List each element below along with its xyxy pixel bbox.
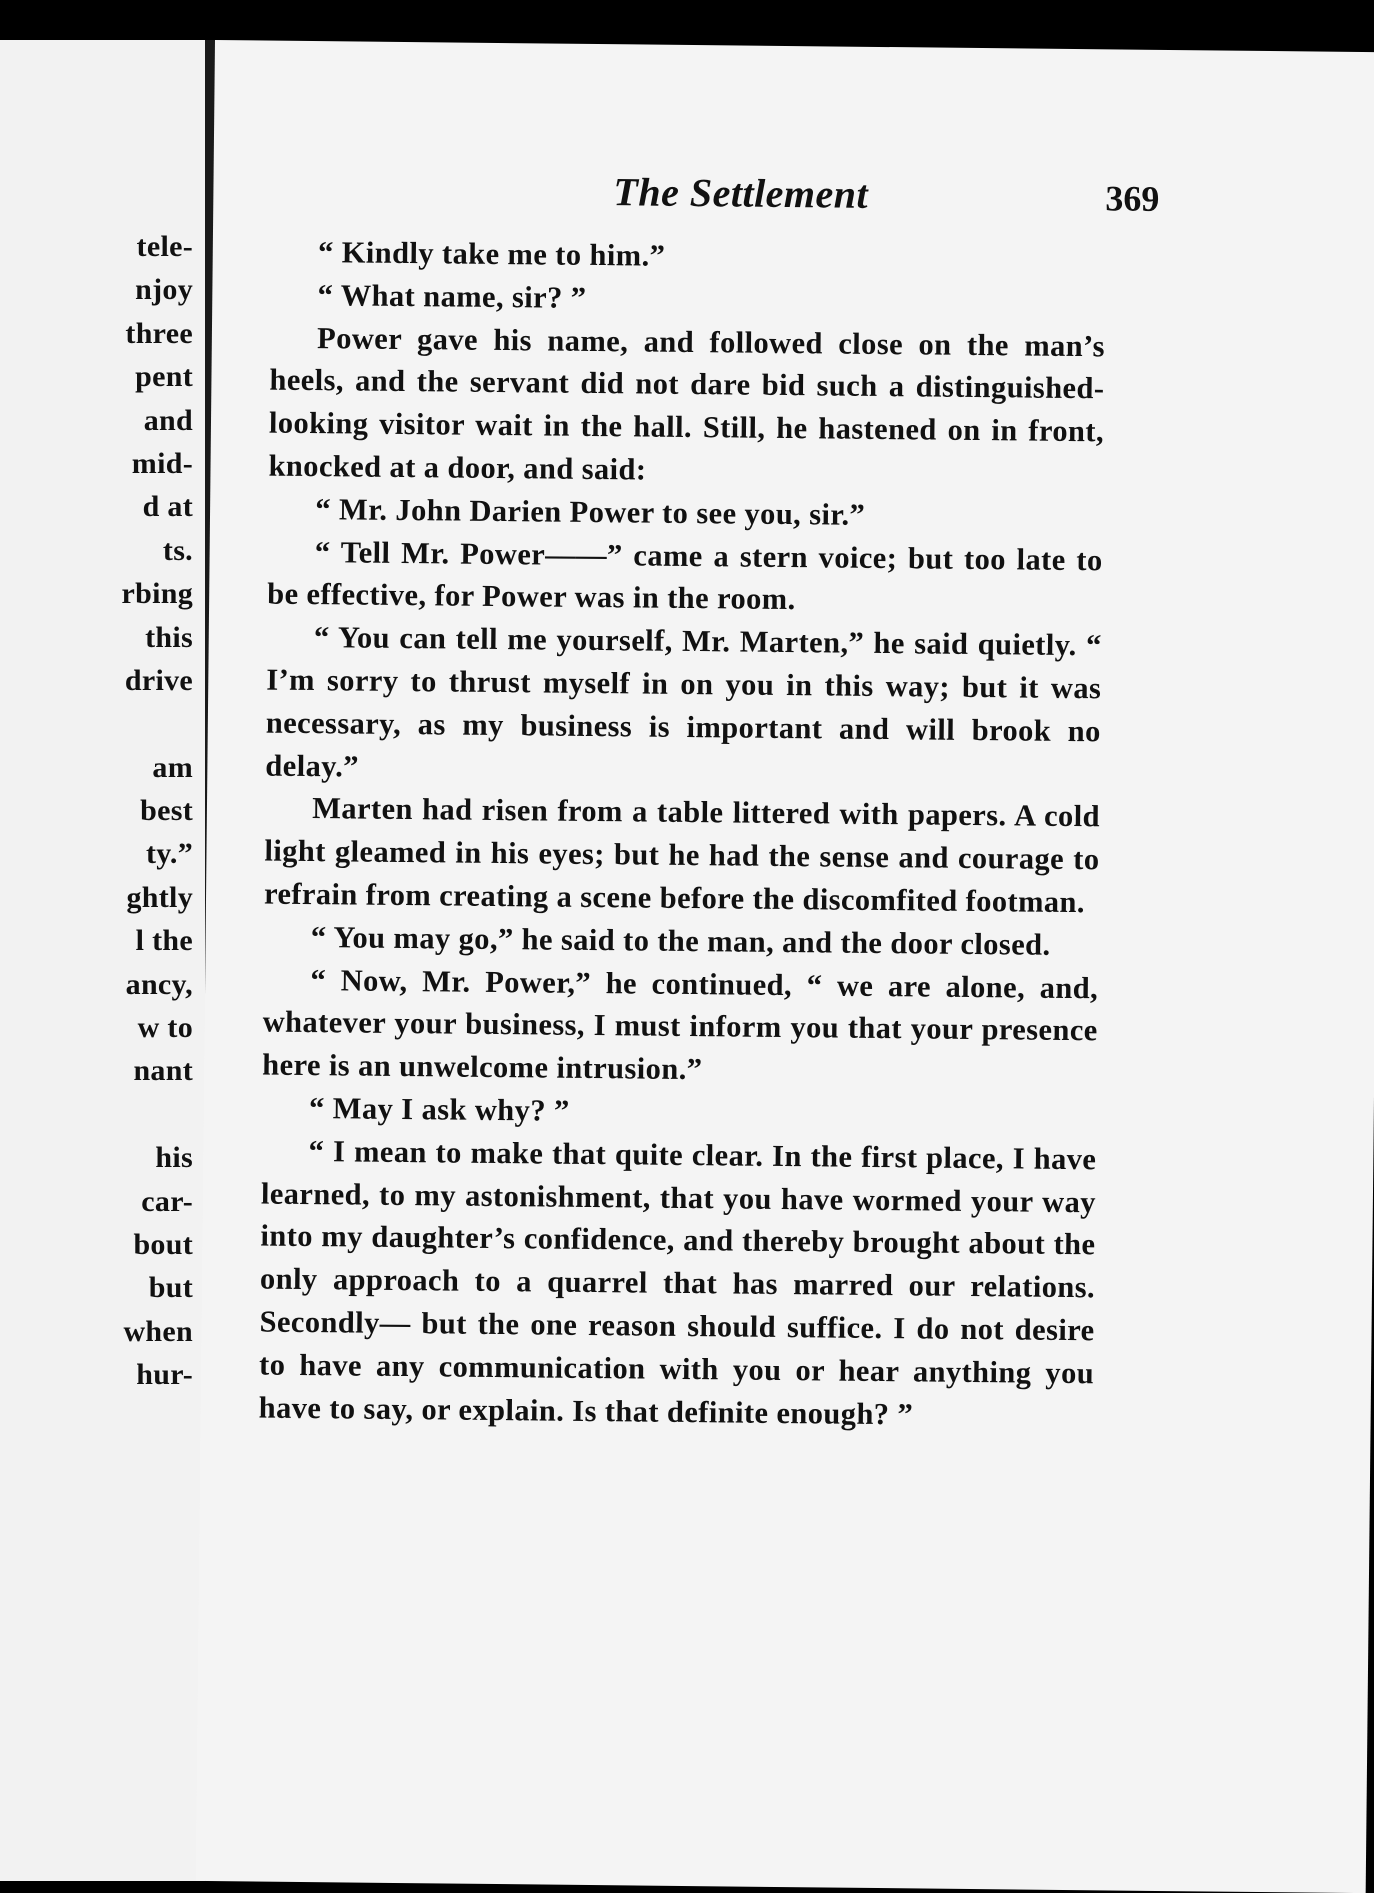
paragraph: “ Tell Mr. Power——” came a stern voice; but too late to be effective, for Power was in the room. (267, 534, 1103, 617)
left-line-fragment: drive (124, 663, 193, 697)
left-page-text-fragments (0, 225, 193, 1397)
left-line-fragment: hur- (136, 1358, 193, 1392)
left-line-fragment: ghtly (126, 880, 193, 914)
left-line-fragment: but (148, 1271, 193, 1305)
left-line-fragment: when (123, 1314, 193, 1348)
paragraph: “ Mr. John Darien Power to see you, sir.” (315, 491, 866, 532)
body-text (258, 231, 1106, 1438)
left-line-fragment: am (152, 750, 193, 784)
left-line-fragment: w to (137, 1011, 193, 1045)
left-line-fragment: car- (141, 1184, 193, 1218)
paragraph: “ You may go,” he said to the man, and the door closed. (310, 919, 1051, 962)
left-line-fragment: l the (135, 924, 193, 958)
paragraph: “ I mean to make that quite clear. In the first place, I have learned, to my astonishment, that you have wormed your way into my daughter’s confidence, and thereby brought about the only approach to a quarrel that has marred our relations. Secondly— but the one reason should suffice. I do not desire to have any communication with you or hear anything you have to say, or explain. Is that definite enough? ” (258, 1133, 1097, 1431)
left-line-fragment (0, 1093, 193, 1136)
left-line-fragment: njoy (135, 273, 193, 307)
left-line-fragment: ancy, (125, 967, 193, 1001)
left-line-fragment: rbing (121, 577, 193, 611)
paragraph: “ You can tell me yourself, Mr. Marten,” he said quietly. “ I’m sorry to thrust myself in on you in this way; but it was necessary, as my business is important and will brook no delay.” (265, 620, 1102, 784)
paragraph: Marten had risen from a table littered with papers. A cold light gleamed in his eyes; but he had the sense and courage to refrain from creating a scene before the discomfited footman. (263, 791, 1101, 920)
running-head (213, 152, 1194, 222)
left-line-fragment: this (145, 620, 193, 654)
left-line-fragment: ty.” (145, 837, 193, 871)
left-line-fragment (0, 702, 193, 745)
paragraph: “ Kindly take me to him.” (317, 235, 666, 273)
left-line-fragment: nant (133, 1054, 193, 1088)
page-title: The Settlement (613, 169, 869, 217)
left-line-fragment: three (125, 316, 193, 350)
page-number: 369 (1105, 178, 1160, 219)
left-page (0, 40, 208, 1881)
left-line-fragment: ts. (162, 533, 193, 567)
paragraph: Power gave his name, and followed close on the man’s heels, and the servant did not dare bid such a distinguished-looking visitor wait in the hall. Still, he hastened on in front, knocked at a door, and said: (268, 320, 1106, 487)
right-page (196, 40, 1374, 1893)
left-line-fragment: and (143, 403, 193, 437)
left-line-fragment: tele- (136, 230, 193, 263)
left-line-fragment: d at (142, 490, 193, 524)
left-line-fragment: mid- (131, 446, 193, 480)
paragraph: “ What name, sir? ” (317, 277, 587, 315)
left-line-fragment: pent (135, 360, 193, 394)
left-line-fragment: best (140, 794, 193, 828)
paragraph: “ Now, Mr. Power,” he continued, “ we are alone, and, whatever your business, I must inform you that your presence here is an unwelcome intrusion.” (262, 962, 1099, 1087)
left-line-fragment: bout (133, 1227, 193, 1261)
paragraph: “ May I ask why? ” (308, 1090, 570, 1128)
left-line-fragment: his (155, 1141, 193, 1175)
